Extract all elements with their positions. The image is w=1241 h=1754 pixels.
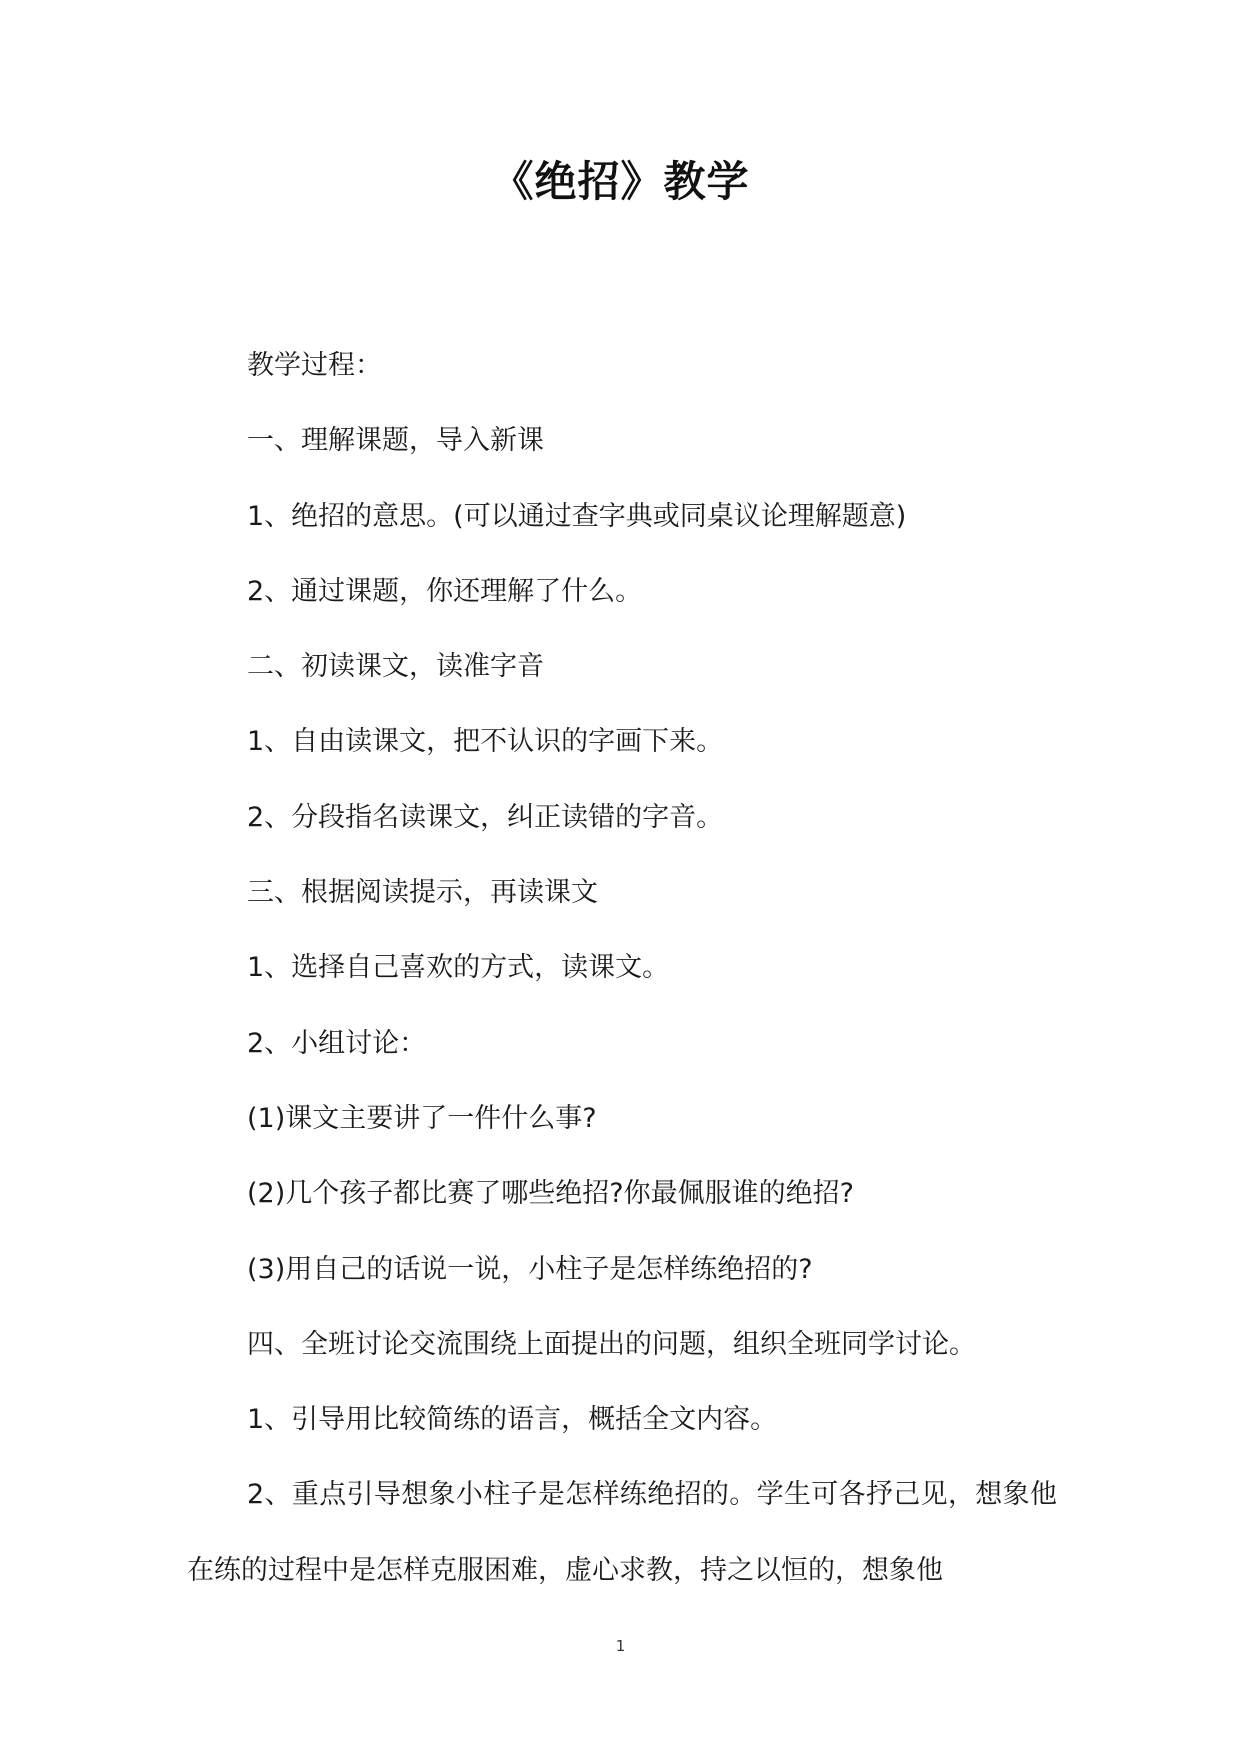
paragraph: 2、通过课题，你还理解了什么。	[247, 575, 643, 607]
paragraph: 2、重点引导想象小柱子是怎样练绝招的。学生可各抒己见，想象他在练的过程中是怎样克服困难，虚心求教，持之以恒的，想象他	[187, 1479, 1057, 1586]
page-number: 1	[615, 1637, 626, 1655]
paragraph: 1、选择自己喜欢的方式，读课文。	[247, 952, 670, 984]
paragraph: 教学过程：	[247, 350, 382, 381]
paragraph: 1、引导用比较简练的语言，概括全文内容。	[247, 1404, 778, 1436]
paragraph: (3)用自己的话说一说，小柱子是怎样练绝招的?	[247, 1253, 813, 1285]
paragraph: 2、小组讨论：	[247, 1027, 427, 1059]
section-heading: 二、初读课文，读准字音	[247, 651, 544, 683]
document-body	[187, 328, 1057, 1608]
section-heading: 四、全班讨论交流围绕上面提出的问题，组织全班同学讨论。	[247, 1328, 976, 1360]
paragraph: 2、分段指名读课文，纠正读错的字音。	[247, 801, 724, 833]
paragraph: (2)几个孩子都比赛了哪些绝招?你最佩服谁的绝招?	[247, 1178, 854, 1210]
section-heading: 三、根据阅读提示，再读课文	[247, 877, 598, 909]
document-title: 《绝招》教学	[491, 157, 750, 206]
section-heading: 一、理解课题，导入新课	[247, 425, 544, 457]
paragraph: 1、绝招的意思。(可以通过查字典或同桌议论理解题意)	[247, 500, 907, 532]
paragraph: 1、自由读课文，把不认识的字画下来。	[247, 726, 724, 758]
paragraph: (1)课文主要讲了一件什么事?	[247, 1102, 597, 1134]
